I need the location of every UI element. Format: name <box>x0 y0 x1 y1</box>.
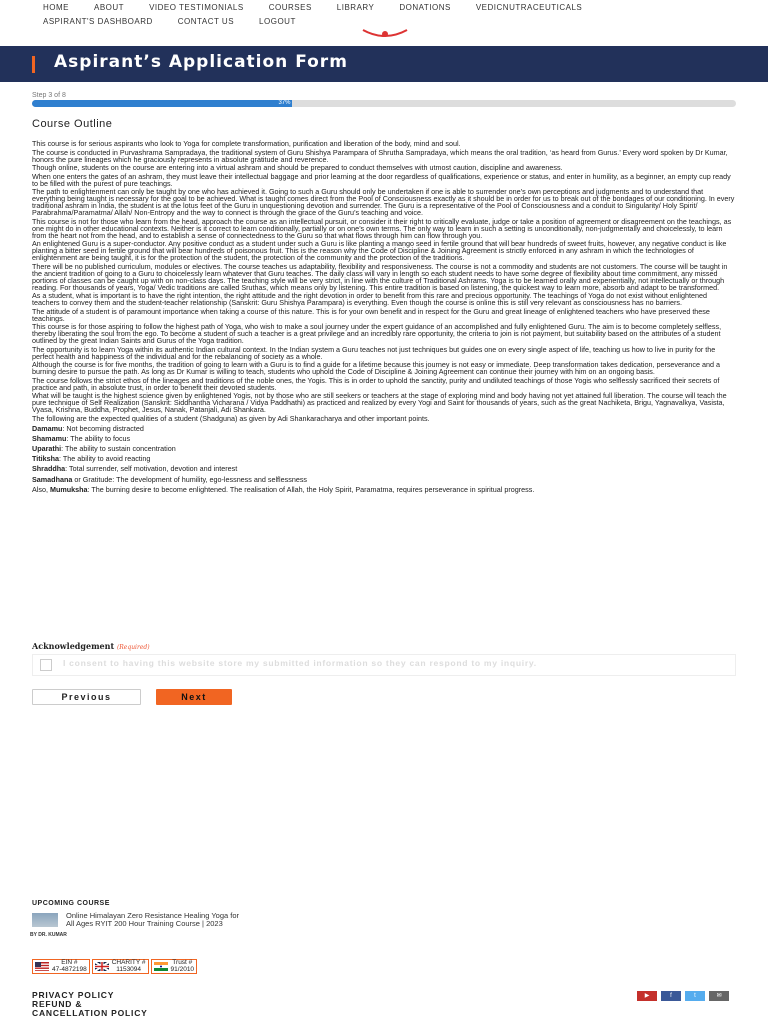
consent-checkbox[interactable] <box>40 659 52 671</box>
quality-term: Shamamu <box>32 433 67 443</box>
ein-label: EIN # <box>61 959 78 966</box>
quality-item <box>32 465 736 472</box>
social-links <box>637 991 733 1001</box>
site-logo[interactable] <box>355 28 415 42</box>
quality-item <box>32 435 736 442</box>
quality-item <box>32 476 736 483</box>
progress-fill <box>32 100 292 107</box>
quality-desc: : The ability to focus <box>66 433 131 443</box>
outline-paragraph: The course follows the strict ethos of the lineages and traditions of the noble ones, the Yogis. This is in order to uphold the sanctity, purity and undiluted teachings of those Yogis who selflessly sacrificed their secrets of practice and path, in absolute trust, in order to benefit their devoted students. <box>32 375 720 392</box>
outline-paragraph: What will be taught is the highest science given by enlightened Yogis, not by those who are still seekers or teachers at the stage of exploring mind and body having not yet attained full liberation. The course will teach the pure technique of Self Realization (Sanskrit: Siddhantha Vicharana / Vidya Paddhathi) as practiced and realized by every Yogi and Saint for thousands of years, such as the great Nachiketa, Brigu, Yagnavalkya, Vasista, Vyasa, Krishna, Buddha, Prophet, Jesus, Nanak, Patanjali, Adi Shankara. <box>32 391 727 414</box>
quality-item <box>32 455 736 462</box>
outline-paragraph: When one enters the gates of an ashram, they must leave their intellectual baggage and prior learning at the door regardless of qualifications, experience or status, and enter in humility, as a beginner, an empty cup ready to be filled with the purest of pure teachings. <box>32 171 731 188</box>
quality-desc: : The ability to avoid reacting <box>59 454 151 464</box>
quality-desc: : The ability to sustain concentration <box>61 444 176 454</box>
nav-video-testimonials[interactable]: VIDEO TESTIMONIALS <box>149 3 244 12</box>
quality-item-mumuksha <box>32 486 736 493</box>
twitter-icon[interactable]: t <box>685 991 705 1001</box>
nav-library[interactable]: LIBRARY <box>336 3 375 12</box>
india-flag-icon <box>154 962 168 971</box>
nav-contact-us[interactable]: CONTACT US <box>177 17 235 26</box>
privacy-policy-link[interactable]: PRIVACY POLICY <box>32 990 115 1000</box>
acknowledgement-title: Acknowledgement <box>32 641 115 651</box>
quality-desc: : Total surrender, self motivation, devotion and interest <box>65 464 238 474</box>
outline-paragraph: This course is for serious aspirants who look to Yoga for complete transformation, purification and liberation of the body, mind and soul. <box>32 139 461 148</box>
outline-paragraph: This course is for those aspiring to follow the highest path of Yoga, who wish to make a soul journey under the expert guidance of an accomplished and fully enlightened Guru. The aim is to become completely selfless, thereby liberating the soul from the ego. To become a student of such a teacher is a great privilege and an incredibly rare opportunity, the criteria to join is not payment, but suitability based on the attributes of a student outlined by the great Indian Saints and Gurus of the Yoga tradition. <box>32 322 722 345</box>
banner-accent-bar <box>32 56 35 73</box>
section-title: Course Outline <box>32 118 113 130</box>
acknowledgement-label <box>32 641 150 651</box>
facebook-icon[interactable]: f <box>661 991 681 1001</box>
next-button[interactable]: Next <box>156 689 232 705</box>
mumuksha-prefix: Also, <box>32 484 50 494</box>
outline-paragraph: The course is conducted in Purvashrama Sampradaya, the traditional system of Guru Shishya Parampara of Shrutha Sampradaya, which means the oral tradition, ‘as heard from Gurus.’ Every word spoken by Dr Kumar, honors the pure lineages which he graciously represents in absolute gratitude and reverence. <box>32 147 728 164</box>
upcoming-course-link[interactable]: Online Himalayan Zero Resistance Healing Yoga for All Ages RYIT 200 Hour Training Course | 2023 <box>66 911 240 928</box>
quality-item <box>32 425 736 432</box>
page-banner <box>0 46 768 82</box>
trust-label: Trust # <box>172 959 193 966</box>
outline-paragraph: There will be no published curriculum, modules or electives. The course teaches us adaptability, flexibility and responsiveness. The course is not a commodity and students are not customers. The course will be taught in the ancient tradition of going to a Guru to choicelessly learn whatever that Guru teaches. The daily class will vary in length so each student needs to have some degree of flexibility about time commitment, any missed portions of classes can be caught up with on non-class days. The teaching style will be very strict, in line with the culture of Traditional Ashrams. Yoga is to be learned orally and experientially, not intellectually or through reading. For thousands of years, Yoga/ Vedic traditions are called Sruthas, which means only by listening. This entire tradition is based on listening, the quickest way to learn more, absorb and adapt to be transformed. <box>32 261 728 292</box>
quality-term: Mumuksha <box>49 484 88 494</box>
cancellation-policy-link[interactable]: CANCELLATION POLICY <box>32 1008 148 1018</box>
outline-paragraph: Although the course is for five months, the tradition of going to learn with a Guru is to find a guide for a lifetime because this journey is not easy or immediate. Deep transformation takes dedication, perseverance and a burning desire to pursue the path. As long as Dr Kumar is willing to teach, students who uphold the Code of Discipline & Joining Agreement can continue their journey with him on an ongoing basis. <box>32 360 720 376</box>
trust-badge <box>151 959 198 974</box>
ein-badge <box>32 959 90 974</box>
consent-text[interactable]: I consent to having this website store my submitted information so they can respond to my inquiry. <box>63 658 537 668</box>
outline-paragraph: An enlightened Guru is a super-conductor. Any positive conduct as a student under such a Guru is like planting a mango seed in fertile ground that will bear hundreds of sweet fruits, however, any negative conduct is like planting a bitter seed in fertile ground that will bear hundreds of poisonous fruit. This is the reason why the Code of Discipline & Joining Agreement is strictly enforced in any ashram in which the technologies of enlightenment are being taught, it is for the protection of the student, the protection of the community and the protection of the traditions. <box>32 239 727 262</box>
charity-text <box>112 960 146 973</box>
charity-value: 1153094 <box>116 965 142 973</box>
previous-button[interactable]: Previous <box>32 689 141 705</box>
ein-value: 47-4872198 <box>52 965 87 973</box>
nav-logout[interactable]: LOGOUT <box>259 17 296 26</box>
quality-term: Damamu <box>32 423 63 433</box>
nav-aspirants-dashboard[interactable]: ASPIRANT'S DASHBOARD <box>43 17 153 26</box>
trust-value: 91/2010 <box>170 965 195 973</box>
page-title: Aspirant’s Application Form <box>54 52 348 72</box>
required-marker: (Required) <box>116 644 150 651</box>
charity-label: CHARITY # <box>111 959 146 966</box>
quality-desc: or Gratitude: The development of humility, ego-lessness and selflessness <box>72 474 308 484</box>
nav-donations[interactable]: DONATIONS <box>399 3 451 12</box>
step-indicator: Step 3 of 8 <box>32 92 66 99</box>
registration-badges <box>32 959 199 974</box>
email-icon[interactable]: ✉ <box>709 991 729 1001</box>
nav-vedicnutraceuticals[interactable]: VEDICNUTRACEUTICALS <box>475 3 583 12</box>
course-thumbnail[interactable] <box>32 913 58 927</box>
consent-field <box>32 654 736 676</box>
outline-paragraph: Though online, students on the course are entering into a virtual ashram and should be prepared to conduct themselves with utmost caution, discipline and awareness. <box>32 163 563 172</box>
outline-paragraph: The attitude of a student is of paramount importance when taking a course of this nature. This is for your own benefit and in respect for the Guru and great lineage of enlightened teachers who have preserved these teachings. <box>32 306 710 323</box>
uk-flag-icon <box>95 962 109 971</box>
upcoming-course-heading: UPCOMING COURSE <box>32 900 110 907</box>
footer-links <box>32 991 148 1018</box>
refund-link[interactable]: REFUND & <box>32 999 83 1009</box>
quality-item <box>32 445 736 452</box>
course-outline <box>32 140 736 496</box>
ein-text <box>52 960 87 973</box>
quality-term: Uparathi <box>32 444 62 454</box>
nav-row-primary <box>43 3 607 12</box>
outline-paragraph: The opportunity is to learn Yoga within its authentic Indian cultural context. In the Indian system a Guru teaches not just techniques but guides one on every single aspect of life, teaching us how to live in purity for the perfect health and happiness of the individual and for the rebalancing of society as a whole. <box>32 344 716 361</box>
nav-home[interactable]: HOME <box>43 3 69 12</box>
nav-row-secondary <box>43 17 321 26</box>
outline-paragraph: This course is not for those who learn from the head, approach the course as an intellectual pursuit, or consider it their right to critically evaluate, judge or take a position of agreement or disagreement on the teachings, as one might do in other educational contexts. Neither is it correct to learn conditionally, partially or on one’s own terms. The only way to learn in such a setting is unconditionally, non-judgmentally and choicelessly, to learn from the heart not from the head, and to establish a sense of connectedness to the Guru so that what flows through him can flow through you. <box>32 216 732 240</box>
quality-term: Samadhana <box>32 474 73 484</box>
nav-courses[interactable]: COURSES <box>268 3 312 12</box>
outline-paragraph: The path to enlightenment can only be taught by one who has achieved it. Going to such a Guru should only be undertaken if one is able to surrender one’s own perceptions and judgments and to understand that everything being taught is necessary for the goal to be achieved. What is taught comes direct from the Pool of Consciousness exactly as it should be in order for us to break out of the bondages of our conditioning. In every traditional ashram in India, the student is at the lotus feet of the Guru in unquestioning devotion and surrender. The Guru is a representative of the Pool of Consciousness and a conduit to Singularity/ Holy Spirit/ Parabrahma/Paramatma/ Allah/ Non-Entropy and the way to connect is through the grace of the Guru’s teaching and voice. <box>32 187 735 217</box>
outline-paragraph: As a student, what is important is to have the right intention, the right attitude and the right devotion in order to benefit from this rare and precious opportunity. The teachings of Yoga do not exist without enlightened teachers to convey them and the student-teacher relationship (Sanskrit: Guru Shishya Parampara) is everything. Even though the course is online this is still very relevant as consciousness has no barriers. <box>32 291 707 307</box>
nav-about[interactable]: ABOUT <box>94 3 125 12</box>
quality-desc: : The burning desire to become enlightened. The realisation of Allah, the Holy Spirit, Paramatma, requires perseverance in spiritual progress. <box>87 484 535 494</box>
outline-paragraph: The following are the expected qualities of a student (Shadguna) as given by Adi Shankaracharya and other important points. <box>32 413 430 423</box>
trust-text <box>171 960 195 973</box>
charity-badge <box>92 959 149 974</box>
quality-term: Shraddha <box>32 464 66 474</box>
upcoming-course-author: BY DR. KUMAR <box>30 932 67 938</box>
youtube-icon[interactable]: ▶ <box>637 991 657 1001</box>
quality-term: Titiksha <box>32 454 60 464</box>
progress-percent: 37% <box>278 100 291 106</box>
us-flag-icon <box>35 962 49 971</box>
progress-bar <box>32 100 736 107</box>
quality-desc: : Not becoming distracted <box>62 423 144 433</box>
